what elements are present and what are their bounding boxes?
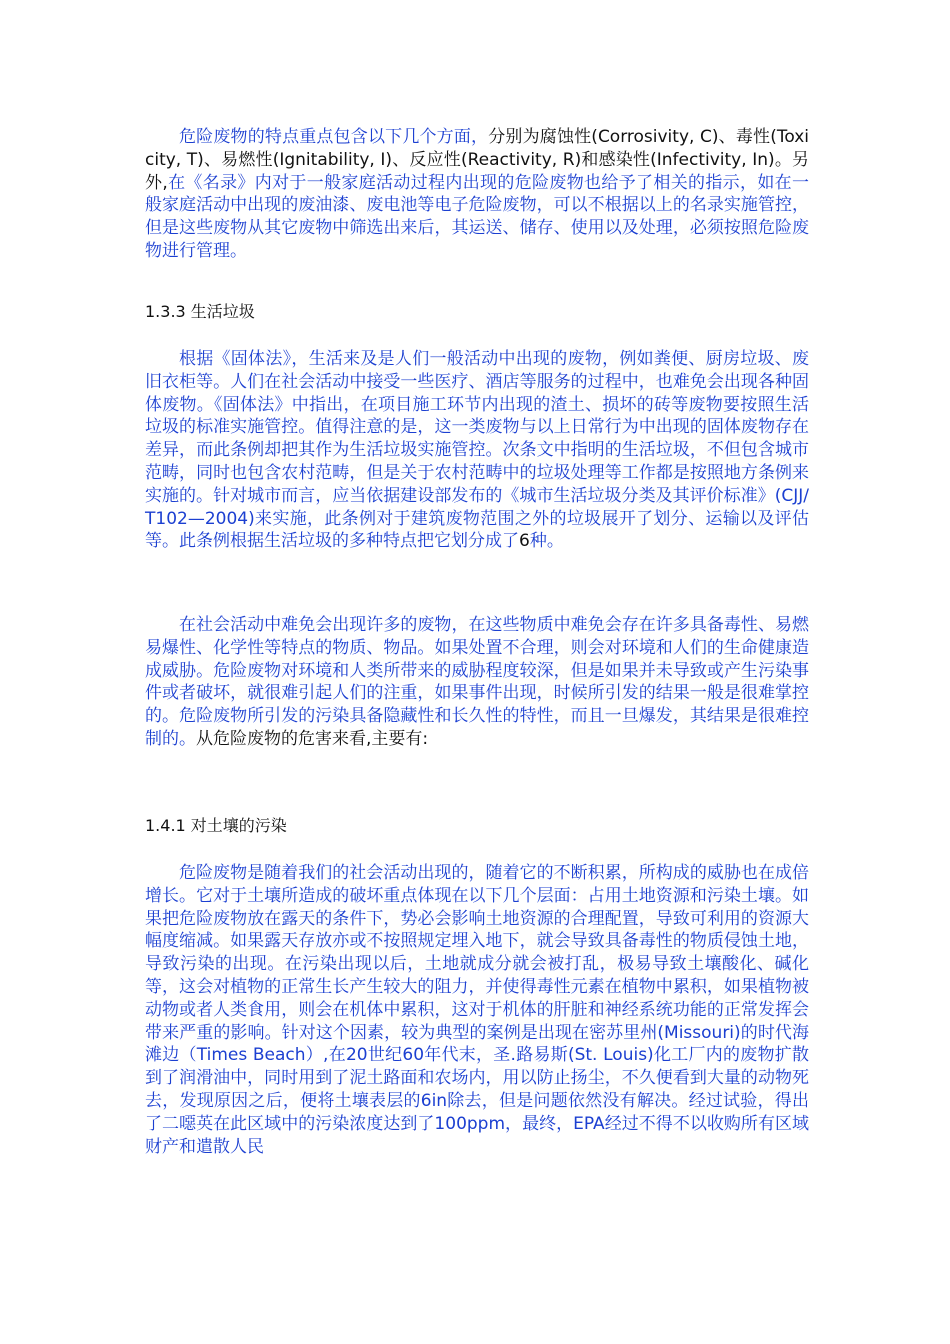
paragraph-hazardous-waste-threat	[145, 614, 809, 751]
paragraph-hazardous-waste-characteristics	[145, 126, 809, 263]
section-heading-1-4-1: 1.4.1 对土壤的污染	[145, 816, 287, 835]
paragraph-1-part-2: 分别为腐蚀性(Corrosivity, C)、毒性(Toxicity, T)、易燃性(Ignitability, I)、反应性(Reactivity, R)和感染性(Infectivity, In)。另外,	[145, 127, 810, 193]
paragraph-2-part-2: 6	[519, 531, 530, 552]
section-heading-1-3-3: 1.3.3 生活垃圾	[145, 302, 255, 321]
paragraph-2-part-1: 根据《固体法》，生活来及是人们一般活动中出现的废物，例如粪便、厨房垃圾、废旧衣柜等。人们在社会活动中接受一些医疗、酒店等服务的过程中，也难免会出现各种固体废物。《固体法》中指出，在项目施工环节内出现的渣土、损坏的砖等废物要按照生活垃圾的标准实施管控。值得注意的是，这一类废物与以上日常行为中出现的固体废物存在差异，而此条例却把其作为生活垃圾实施管控。次条文中指明的生活垃圾，不但包含城市范畴，同时也包含农村范畴，但是关于农村范畴中的垃圾处理等工作都是按照地方条例来实施的。针对城市而言，应当依据建设部发布的《城市生活垃圾分类及其评价标准》(CJJ/T102—2004)来实施，此条例对于建筑废物范围之外的垃圾展开了划分、运输以及评估等。此条例根据生活垃圾的多种特点把它划分成了	[145, 349, 809, 552]
paragraph-3-part-2: 从危险废物的危害来看,主要有:	[196, 728, 429, 749]
paragraph-1-part-3: 在《名录》内对于一般家庭活动过程内出现的危险废物也给予了相关的指示，如在一般家庭活动中出现的废油漆、废电池等电子危险废物，可以不根据以上的名录实施管控，但是这些废物从其它废物中筛选出来后，其运送、储存、使用以及处理，必须按照危险废物进行管理。	[145, 172, 810, 261]
paragraph-soil-pollution	[145, 862, 809, 1158]
paragraph-2-part-3: 种。	[529, 531, 564, 552]
paragraph-3-part-1: 在社会活动中难免会出现许多的废物，在这些物质中难免会存在许多具备毒性、易燃易爆性、化学性等特点的物质、物品。如果处置不合理，则会对环境和人们的生命健康造成威胁。危险废物对环境和人类所带来的威胁程度较深，但是如果并未导致或产生污染事件或者破坏，就很难引起人们的注重，如果事件出现，时候所引发的结果一般是很难掌控的。危险废物所引发的污染具备隐藏性和长久性的特性，而且一旦爆发，其结果是很难控制的。	[145, 615, 809, 749]
paragraph-domestic-waste	[145, 348, 809, 553]
paragraph-1-part-1: 危险废物的特点重点包含以下几个方面，	[179, 127, 489, 147]
paragraph-4-part-1: 危险废物是随着我们的社会活动出现的，随着它的不断积累，所构成的威胁也在成倍增长。它对于土壤所造成的破坏重点体现在以下几个层面：占用土地资源和污染土壤。如果把危险废物放在露天的条件下，势必会影响土地资源的合理配置，导致可利用的资源大幅度缩减。如果露天存放亦或不按照规定埋入地下，就会导致具备毒性的物质侵蚀土地，导致污染的出现。在污染出现以后，土地就成分就会被打乱，极易导致土壤酸化、碱化等，这会对植物的正常生长产生较大的阻力，并使得毒性元素在植物中累积，如果植物被动物或者人类食用，则会在机体中累积，这对于机体的肝脏和神经系统功能的正常发挥会带来严重的影响。针对这个因素，较为典型的案例是出现在密苏里州(Missouri)的时代海滩边（Times Beach）,在20世纪60年代末，圣.路易斯(St. Louis)化工厂内的废物扩散到了润滑油中，同时用到了泥土路面和农场内，用以防止扬尘，不久便看到大量的动物死去，发现原因之后，便将土壤表层的6in除去，但是问题依然没有解决。经过试验，得出了二噁英在此区域中的污染浓度达到了100ppm，最终，EPA经过不得不以收购所有区域财产和遣散人民	[145, 863, 809, 1157]
